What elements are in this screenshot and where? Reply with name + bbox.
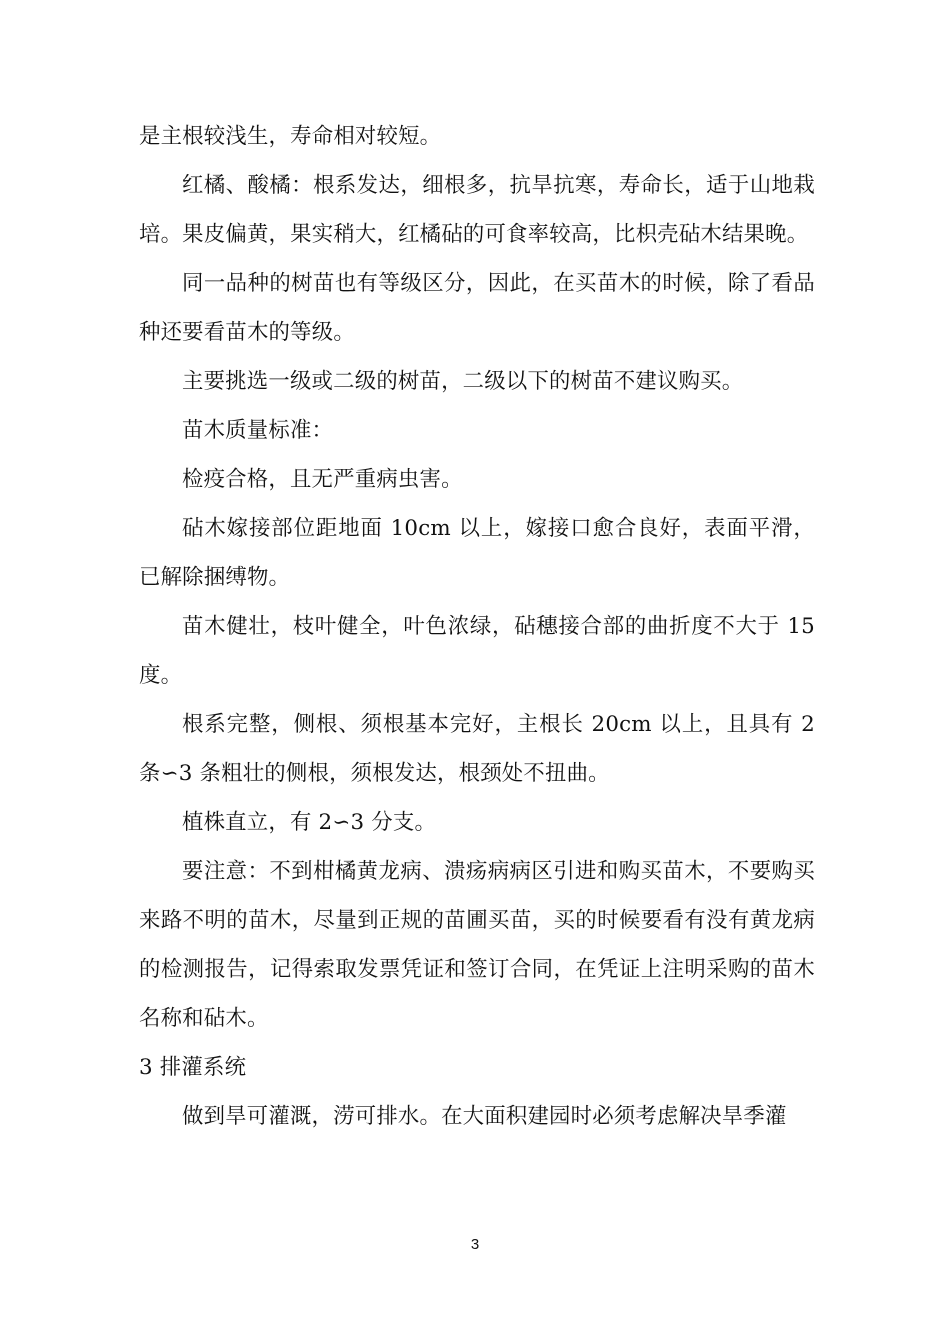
paragraph-graft-position: 砧木嫁接部位距地面 10cm 以上，嫁接口愈合良好，表面平滑，已解除捆缚物。 [139, 516, 815, 590]
paragraph-seedling-vigor: 苗木健壮，枝叶健全，叶色浓绿，砧穗接合部的曲折度不大于 15 度。 [139, 614, 815, 688]
paragraph-quarantine: 检疫合格，且无严重病虫害。 [182, 467, 463, 492]
paragraph-attention: 要注意：不到柑橘黄龙病、溃疡病病区引进和购买苗木，不要购买来路不明的苗木，尽量到正规的苗圃买苗，买的时候要看有没有黄龙病的检测报告，记得索取发票凭证和签订合同，在凭证上注明采购的苗木名称和砧木。 [139, 859, 815, 1031]
page-number: 3 [470, 1236, 480, 1253]
paragraph-plant-upright: 植株直立，有 2∽3 分支。 [182, 810, 437, 835]
paragraph-root-lifespan: 是主根较浅生，寿命相对较短。 [139, 124, 442, 149]
paragraph-seedling-grades: 同一品种的树苗也有等级区分，因此，在买苗木的时候，除了看品种还要看苗木的等级。 [139, 271, 815, 345]
paragraph-grade-selection: 主要挑选一级或二级的树苗，二级以下的树苗不建议购买。 [182, 369, 744, 394]
paragraph-root-system: 根系完整，侧根、须根基本完好，主根长 20cm 以上，且具有 2 条∽3 条粗壮的侧根，须根发达，根颈处不扭曲。 [139, 712, 815, 786]
document-body [139, 112, 815, 1141]
paragraph-irrigation: 做到旱可灌溉，涝可排水。在大面积建园时必须考虑解决旱季灌 [182, 1104, 787, 1129]
paragraph-quality-standard-title: 苗木质量标准： [182, 418, 334, 443]
section-heading-drainage: 3 排灌系统 [139, 1055, 247, 1080]
paragraph-red-sour-orange: 红橘、酸橘：根系发达，细根多，抗旱抗寒，寿命长，适于山地栽培。果皮偏黄，果实稍大，红橘砧的可食率较高，比枳壳砧木结果晚。 [139, 173, 815, 247]
